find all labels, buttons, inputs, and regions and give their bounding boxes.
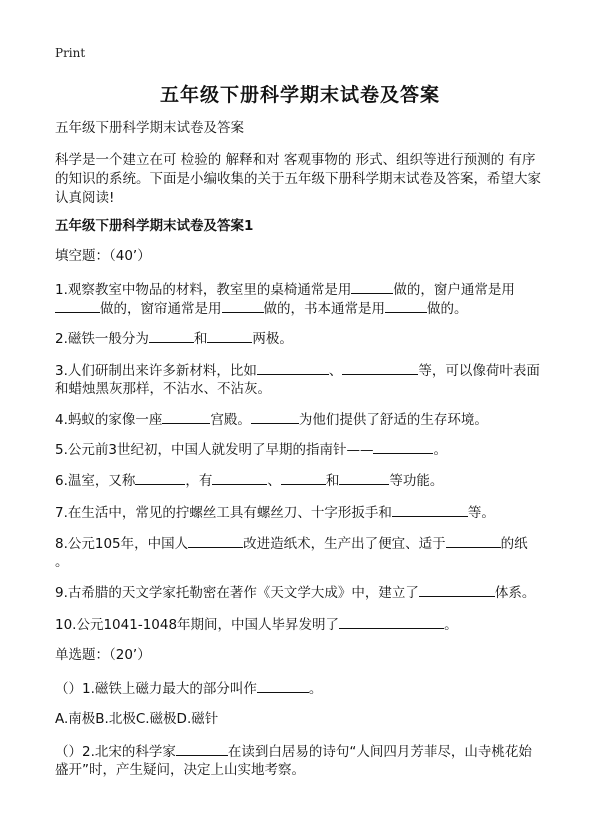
q6-blank-2[interactable]	[212, 470, 267, 485]
section-heading: 五年级下册科学期末试卷及答案1	[55, 218, 254, 234]
q2-text-b: 和	[193, 331, 208, 347]
q2-text-c: 两极。	[252, 331, 293, 347]
q6-blank-3[interactable]	[281, 470, 326, 485]
q1-text-e: 做的。	[427, 301, 468, 317]
subtitle: 五年级下册科学期末试卷及答案	[55, 120, 244, 136]
q4-blank-2[interactable]	[251, 409, 299, 424]
page-title: 五年级下册科学期末试卷及答案	[159, 84, 440, 106]
question-6	[55, 470, 555, 491]
fill-heading: 填空题：（40’）	[55, 248, 151, 264]
q6-blank-4[interactable]	[339, 470, 389, 485]
question-10	[55, 614, 555, 635]
q4-blank-1[interactable]	[162, 409, 210, 424]
intro-line-3: 认真阅读!	[55, 190, 115, 206]
q4-text-c: 为他们提供了舒适的生存环境。	[298, 412, 488, 428]
q6-blank-1[interactable]	[135, 470, 185, 485]
q10-text-b: 。	[444, 617, 458, 633]
q8-text-c: 的纸	[500, 536, 528, 552]
question-7	[55, 502, 555, 523]
q6-text-b: ，有	[185, 473, 213, 489]
print-link[interactable]: Print	[55, 46, 86, 60]
q8-text-b: 改进造纸术，生产出了便宜、适于	[243, 536, 446, 552]
q9-text-a: 9.古希腊的天文学家托勒密在著作《天文学大成》中，建立了	[55, 585, 419, 601]
q1-blank-4[interactable]	[385, 298, 427, 313]
q7-blank-1[interactable]	[392, 502, 468, 517]
q3-text-c: 等，可以像荷叶表面	[418, 363, 540, 379]
c2-blank-1[interactable]	[176, 741, 228, 756]
q1-text-c: 做的，窗帘通常是用	[100, 301, 222, 317]
q2-text-a: 2.磁铁一般分为	[55, 331, 149, 347]
q1-text-b: 做的，窗户通常是用	[393, 282, 515, 298]
choice-question-1	[55, 678, 555, 699]
q8-blank-1[interactable]	[188, 533, 243, 548]
q1-text-a: 1.观察教室中物品的材料，教室里的桌椅通常是用	[55, 282, 352, 298]
question-3-line-2: 和蜡烛黑灰那样，不沾水、不沾灰。	[55, 381, 271, 397]
choice-question-2-line-2: 盛开”时，产生疑问，决定上山实地考察。	[55, 762, 305, 778]
question-1-line-2	[55, 298, 555, 319]
q6-text-a: 6.温室，又称	[55, 473, 136, 489]
q6-text-d: 和	[325, 473, 340, 489]
q2-blank-2[interactable]	[207, 328, 252, 343]
q6-text-e: 等功能。	[389, 473, 444, 489]
intro-line-1: 科学是一个建立在可 检验的 解释和对 客观事物的 形式、组织等进行预测的 有序	[55, 152, 536, 168]
c2-text-b: 在读到白居易的诗句“人间四月芳菲尽，山寺桃花始	[227, 744, 532, 760]
q9-blank-1[interactable]	[419, 582, 495, 597]
question-2	[55, 328, 555, 349]
q5-blank-1[interactable]	[373, 439, 433, 454]
question-8-tail: 。	[55, 554, 69, 570]
intro-line-2: 的知识的系统。下面是小编收集的关于五年级下册科学期末试卷及答案，希望大家	[55, 171, 541, 187]
question-5	[55, 439, 555, 460]
question-1-line-1	[55, 279, 555, 300]
q1-blank-2[interactable]	[55, 298, 100, 313]
q1-blank-3[interactable]	[222, 298, 264, 313]
q2-blank-1[interactable]	[149, 328, 194, 343]
question-3-line-1	[55, 360, 555, 381]
q4-text-a: 4.蚂蚁的家像一座	[55, 412, 163, 428]
q3-blank-2[interactable]	[342, 360, 418, 375]
q10-blank-1[interactable]	[339, 614, 444, 629]
c1-blank-1[interactable]	[257, 678, 309, 693]
c1-text-a: （）1.磁铁上磁力最大的部分叫作	[55, 681, 257, 697]
c1-text-b: 。	[308, 681, 323, 697]
q9-text-b: 体系。	[494, 585, 536, 601]
q3-text-b: 、	[328, 363, 343, 379]
q1-blank-1[interactable]	[351, 279, 393, 294]
q8-text-a: 8.公元105年，中国人	[55, 536, 189, 552]
choice-question-1-options: A.南极B.北极C.磁极D.磁针	[55, 711, 219, 727]
choice-question-2-line-1	[55, 741, 555, 762]
q7-text-a: 7.在生活中，常见的拧螺丝工具有螺丝刀、十字形扳手和	[55, 505, 392, 521]
q6-text-c: 、	[267, 473, 281, 489]
question-4	[55, 409, 555, 430]
choice-heading: 单选题：（20’）	[55, 647, 151, 663]
q10-text-a: 10.公元1041-1048年期间，中国人毕昇发明了	[55, 617, 340, 633]
q5-text-a: 5.公元前3世纪初，中国人就发明了早期的指南针——	[55, 442, 374, 458]
question-8	[55, 533, 555, 554]
q3-blank-1[interactable]	[257, 360, 329, 375]
q1-text-d: 做的，书本通常是用	[263, 301, 385, 317]
q5-text-b: 。	[433, 442, 447, 458]
q7-text-b: 等。	[467, 505, 495, 521]
q3-text-a: 3.人们研制出来许多新材料，比如	[55, 363, 257, 379]
question-9	[55, 582, 555, 603]
c2-text-a: （）2.北宋的科学家	[55, 744, 176, 760]
q4-text-b: 宫殿。	[210, 412, 251, 428]
q8-blank-2[interactable]	[446, 533, 501, 548]
